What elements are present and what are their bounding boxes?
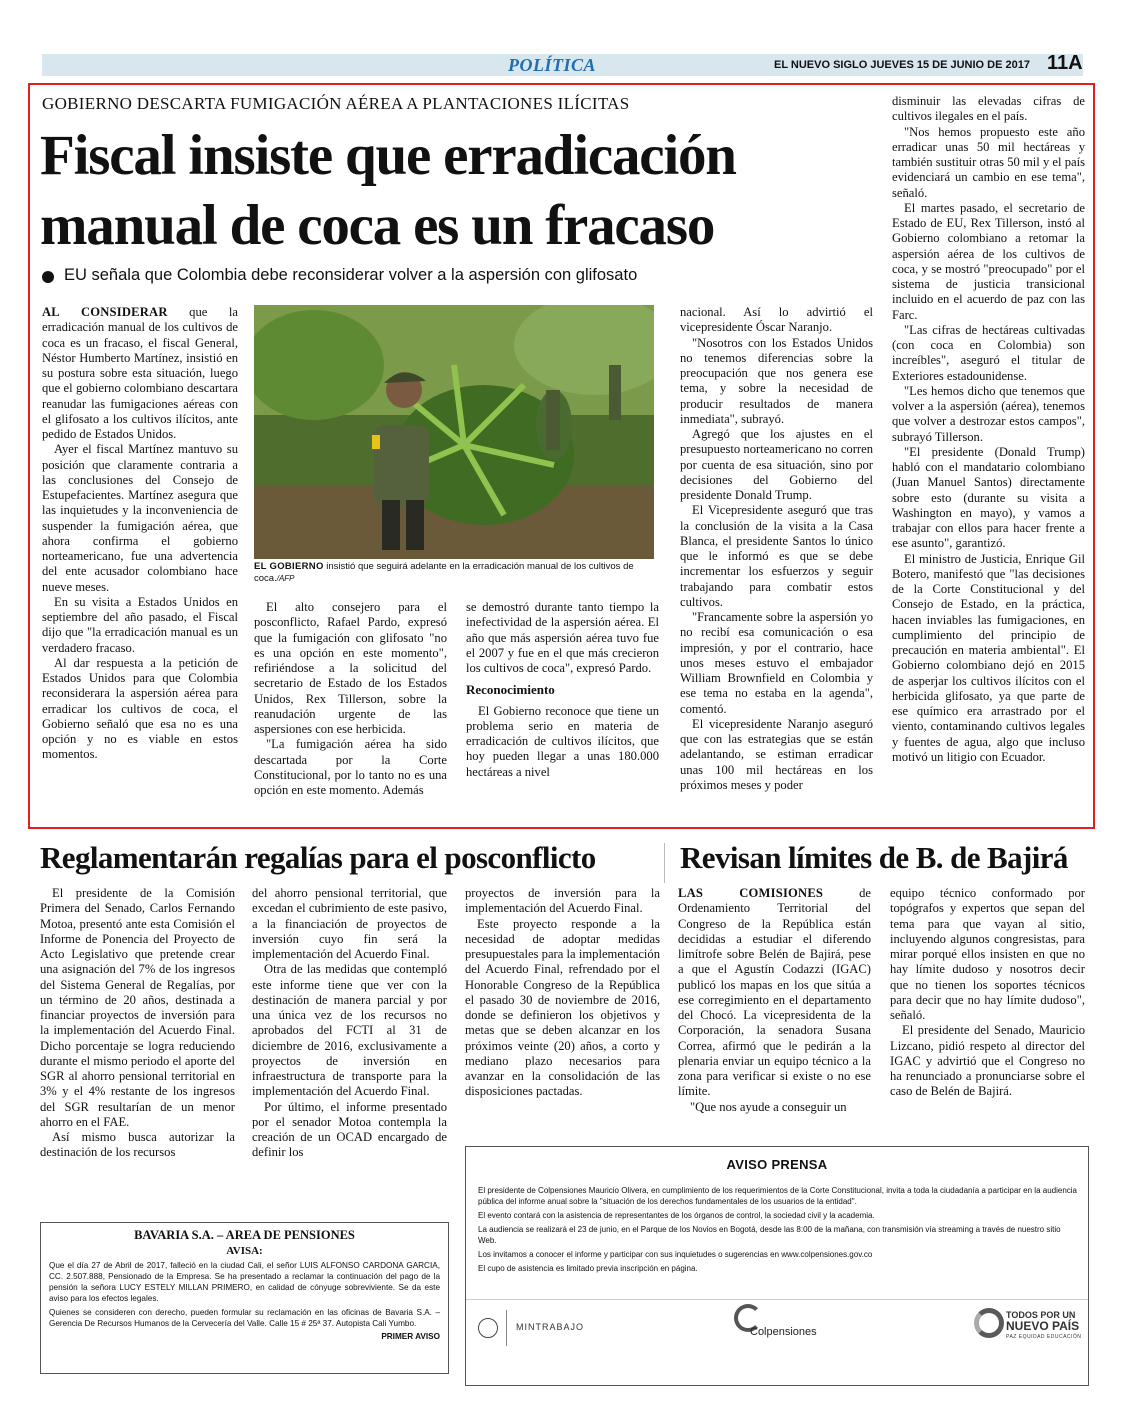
story3-headline: Revisan límites de B. de Bajirá	[680, 840, 1068, 875]
lead-kicker: GOBIERNO DESCARTA FUMIGACIÓN AÉREA A PLANTACIONES ILÍCITAS	[42, 94, 630, 113]
paragraph: El Vicepresidente aseguró que tras la conclusión de la visita a la Casa Blanca, el presidente Santos lo único que le informó es que se debe incrementar los esfuerzos y seguir trabajando para combatir estos cultivos.	[680, 503, 873, 609]
story3-column-1	[678, 886, 871, 1136]
logo-divider	[506, 1310, 507, 1346]
subhead: Reconocimiento	[466, 682, 555, 698]
photo-caption-label: EL GOBIERNO	[254, 561, 324, 572]
bavaria-title: BAVARIA S.A. – AREA DE PENSIONES	[134, 1228, 355, 1242]
bavaria-text: Que el día 27 de Abril de 2017, falleció en la ciudad Cali, el señor LUIS ALFONSO CARDONA GARCIA, CC. 2.507.888, Pensionado de la Empresa. Se ha presentado a reclamar la continuación del pago de la pensión la señora LUCY ESTELY MILLAN PRIMERO, en calidad de cónyuge sobreviviente. Se da este aviso para los efectos legales.	[49, 1261, 440, 1303]
paragraph: El presidente de la Comisión Primera del Senado, Carlos Fernando Motoa, presentó ante esta Comisión el Informe de Ponencia del Proyecto de Acto Legislativo que pretende crear una asignación del 7% de los ingresos del Sistema General de Regalías, por un término de 20 años, destinada a financiar proyectos de inversión para la implementación del Acuerdo Final. Dicho porcentaje se logra reduciendo durante el mismo periodo el aporte del SGR al ahorro pensional territorial en 3% y el 4% restante de los ingresos del SGR resultarían de un menor ahorro en el FAE.	[40, 886, 235, 1129]
bavaria-avisa: AVISA:	[226, 1245, 263, 1257]
paragraph: El ministro de Justicia, Enrique Gil Botero, manifestó que "las decisiones de la Corte Constitucional y del Consejo de Estado, en la práctica, hacen inviables las fumigaciones, en cumplimiento del principio de precaución en materia ambiental". El Gobierno colombiano dejó en 2015 de asperjar los cultivos ilícitos con el herbicida glifosato, ya que parte de ese químico era arrastrado por el viento, contaminando cultivos legales y fuentes de agua, algo que incluso motivó un litigio con Ecuador.	[892, 551, 1085, 764]
paragraph: "Las cifras de hectáreas cultivadas (con coca en Colombia) son increíbles", aseguró el titular de Exteriores estadounidense.	[892, 322, 1085, 383]
lead-column-2	[254, 600, 447, 810]
page-number: 11A	[1047, 52, 1083, 74]
paragraph: Agregó que los ajustes en el presupuesto norteamericano no corren por cuenta de esa situación, sino por decisiones del Gobierno del presidente Donald Trump.	[680, 427, 873, 502]
paragraph: que la erradicación manual de los cultivos de coca es un fracaso, el fiscal General, Néstor Humberto Martínez, insistió en su postura sobre esta situación, luego que el gobierno colombiano descartara reanudar las fumigaciones aéreas con el glifosato a los cultivos ilícitos, ante pedido de Estados Unidos.	[42, 305, 238, 441]
nuevo-pais-emblem-icon	[974, 1308, 1004, 1338]
bavaria-notice	[40, 1222, 449, 1374]
lead-dropcap-kick: AL CONSIDERAR	[42, 305, 168, 319]
story2-column-2	[252, 886, 447, 1204]
paragraph: Otra de las medidas que contempló este informe tiene que ver con la destinación de manera parcial y por una única vez de los recursos no aprobados del FCTI al 31 de diciembre de 2016, exclusivamente a proyectos de inversión en infraestructura de transporte para la implementación del Acuerdo Final.	[252, 962, 447, 1099]
lead-column-1	[42, 305, 238, 810]
aviso-prensa-ad	[465, 1146, 1089, 1386]
lead-column-5	[892, 94, 1085, 810]
nuevo-pais-line2: NUEVO PAÍS	[1006, 1319, 1080, 1333]
aviso-paragraph: El cupo de asistencia es limitado previa inscripción en página.	[478, 1264, 698, 1273]
lead-column-3	[466, 600, 659, 810]
paragraph: se demostró durante tanto tiempo la inefectividad de la aspersión aérea. El año que más aspersión aérea tuvo fue el 2007 y fue en el que más crecieron los cultivos de coca", expresó Pardo.	[466, 600, 659, 675]
paragraph: proyectos de inversión para la implementación del Acuerdo Final.	[465, 886, 660, 916]
lead-headline: Fiscal insiste que erradicación manual de coca es un fracaso	[40, 124, 736, 257]
paragraph: "Les hemos dicho que tenemos que volver a la aspersión (aérea), tenemos que volver a destrozar estos campos", subrayó Tillerson.	[892, 383, 1085, 444]
paragraph: nacional. Así lo advirtió el vicepresidente Óscar Naranjo.	[680, 305, 873, 335]
colpensiones-logo: Colpensiones	[750, 1326, 817, 1338]
paragraph: Así mismo busca autorizar la destinación de los recursos	[40, 1130, 235, 1160]
photo-caption	[254, 561, 654, 585]
story2-column-3	[465, 886, 660, 1136]
photo-caption-text: insistió que seguirá adelante en la erradicación manual de los cultivos de coca.	[254, 561, 634, 584]
story2-column-1	[40, 886, 235, 1204]
paragraph: "Francamente sobre la aspersión yo no recibí esa comunicación o esa impresión, y por el contrario, hace unos meses estuvo el embajador William Brownfield en Colombia y ese tema no estaba en la agenda", comentó.	[680, 610, 873, 716]
aviso-paragraph: El presidente de Colpensiones Mauricio Olivera, en cumplimiento de los requerimientos de la Corte Constitucional, invita a toda la ciudadanía a participar en la audiencia pública del informe anual sobre la "situación de los derechos fundamentales de los usuarios de la entidad".	[478, 1186, 1078, 1206]
lead-column-4	[680, 305, 873, 810]
paragraph: El alto consejero para el posconflicto, Rafael Pardo, expresó que la fumigación con glifosato "no es una opción en este momento", refiriéndose a la solicitud del secretario de Estado de los Estados Unidos, Rex Tillerson, sobre la reanudación urgente de las aspersiones con ese herbicida.	[254, 600, 447, 736]
column-divider	[664, 843, 665, 883]
paragraph: de Ordenamiento Territorial del Congreso de la República están decididas a estudiar el diferendo limítrofe sobre Belén de Bajirá, pese a que el Agustín Codazzi (IGAC) publicó los mapas en los que sitúa a ese corregimiento en el departamento del Chocó. La vicepresidenta de la Corporación, la senadora Susana Correa, afirmó que le pedirán a la plenaria enviar un equipo técnico a la zona para verificar si existe o no ese límite.	[678, 886, 871, 1099]
paragraph: "Nosotros con los Estados Unidos no tenemos diferencias sobre la preocupación que nos genera ese tema, y sobre la necesidad de producir resultados de manera inmediata", subrayó.	[680, 335, 873, 426]
paragraph: disminuir las elevadas cifras de cultivos ilegales en el país.	[892, 94, 1085, 124]
story2-headline: Reglamentarán regalías para el posconflicto	[40, 840, 596, 875]
paragraph: Por último, el informe presentado por el senador Motoa contempla la creación de un OCAD encargado de definir los	[252, 1099, 447, 1160]
nuevo-pais-line3: PAZ EQUIDAD EDUCACIÓN	[1006, 1334, 1082, 1340]
paragraph: El Gobierno reconoce que tiene un problema serio en materia de erradicación de cultivos ilícitos, que hoy pueden llegar a unas 180.000 hectáreas a nivel	[466, 703, 659, 779]
aviso-title: AVISO PRENSA	[726, 1157, 828, 1172]
paragraph: "Que nos ayude a conseguir un	[690, 1099, 847, 1114]
bullet-icon	[42, 271, 54, 283]
soldier-eradication-photo	[254, 305, 654, 559]
aviso-paragraph: Los invitamos a conocer el informe y participar con sus inquietudes o sugerencias en www.colpensiones.gov.co	[478, 1250, 873, 1259]
aviso-logos	[466, 1299, 1088, 1379]
nuevo-pais-line1: TODOS POR UN	[1006, 1310, 1076, 1320]
paragraph: Ayer el fiscal Martínez mantuvo su posición que claramente contraria a las conclusiones del Consejo de Estupefacientes. Martínez asegura que las inquietudes y la inconveniencia de suspender la fumigación aérea, que ahora confirma el gobierno norteamericano, fue una advertencia del ente acusador colombiano hace nueve meses.	[42, 442, 238, 594]
story3-kick: LAS COMISIONES	[678, 886, 824, 900]
paragraph: "La fumigación aérea ha sido descartada por la Corte Constitucional, por lo tanto no es una opción en este momento. Además	[254, 737, 447, 797]
paragraph: El vicepresidente Naranjo aseguró que con las estrategias que se están adelantando, se estiman erradicar unas 100 mil hectáreas en los próximos meses y poder	[680, 716, 873, 792]
paragraph: equipo técnico conformado por topógrafos y expertos que sepan del tema para que vayan al sitio, incluyendo algunos congresistas, para mirar porqué ellos insisten en que no hay límite dudoso y nosotros decir que no tienen los soportes técnicos para decir que no hay límite dudoso", señaló.	[890, 886, 1085, 1022]
paragraph: "Nos hemos propuesto este año erradicar unas 50 mil hectáreas y también sustituir otras 50 mil y el país evidenciará un cambio en ese tema", señaló.	[892, 124, 1085, 200]
nuevo-pais-logo	[1006, 1310, 1081, 1343]
paragraph: del ahorro pensional territorial, que excedan el cubrimiento de este pasivo, a la financiación de proyectos de inversión cuyo fin será la implementación del Acuerdo Final.	[252, 886, 447, 961]
paragraph: El martes pasado, el secretario de Estado de EU, Rex Tillerson, instó al Gobierno colombiano a retomar la aspersión aérea de los cultivos de coca, y se mostró "preocupado" por el sistema de justicia transicional incluido en el acuerdo de paz con las Farc.	[892, 200, 1085, 322]
bavaria-footer: PRIMER AVISO	[381, 1332, 440, 1341]
section-tag: POLÍTICA	[508, 55, 597, 75]
mintrabajo-logo: MINTRABAJO	[516, 1322, 585, 1332]
lead-photo	[254, 305, 654, 559]
story3-column-2	[890, 886, 1085, 1136]
aviso-paragraph: La audiencia se realizará el 23 de junio, en el Parque de los Novios en Bogotá, desde las 8:00 de la mañana, con transmisión vía streaming a través de nuestro sitio Web.	[478, 1225, 1061, 1245]
paragraph: "El presidente (Donald Trump) habló con el mandatario colombiano (Juan Manuel Santos) directamente sobre esto (durante su visita a Washington en mayo), y vamos a trabajar con ellos para hacer frente a ese asunto", garantizó.	[892, 444, 1085, 551]
paragraph: En su visita a Estados Unidos en septiembre del año pasado, el Fiscal dijo que "la erradicación manual es un verdadero fracaso.	[42, 594, 238, 655]
photo-credit: /AFP	[276, 574, 295, 583]
lead-subheadline: EU señala que Colombia debe reconsiderar volver a la aspersión con glifosato	[64, 266, 638, 284]
paragraph: Al dar respuesta a la petición de Estados Unidos para que Colombia reconsiderara la aspersión aérea para erradicar los cultivos de coca, el Gobierno señaló que esa no es una opción y no es viable en estos momentos.	[42, 655, 238, 762]
bavaria-text: Quienes se consideren con derecho, pueden formular su reclamación en las oficinas de Bavaria S.A. – Gerencia De Recursos Humanos de la Cervecería del Valle. Calle 15 # 25ª 37. Autopista Cali Yumbo.	[49, 1308, 440, 1328]
aviso-body	[478, 1185, 1078, 1277]
aviso-paragraph: El evento contará con la asistencia de representantes de los órganos de control, la sociedad civil y la academia.	[478, 1211, 875, 1220]
paragraph: El presidente del Senado, Mauricio Lizcano, pidió respeto al director del IGAC y advirtió que el Congreso no ha renunciado a pronunciarse sobre el caso de Belén de Bajirá.	[890, 1023, 1085, 1099]
colombia-seal-icon	[478, 1318, 498, 1338]
masthead-date: EL NUEVO SIGLO JUEVES 15 DE JUNIO DE 2017	[774, 59, 1030, 71]
paragraph: Este proyecto responde a la necesidad de adoptar medidas presupuestales para la implementación del Acuerdo Final, refrendado por el Honorable Congreso de la República el pasado 30 de noviembre de 2016, donde se definieron los objetivos y metas que se deben alcanzar en los próximos veinte (20) años, a corto y mediano plazo necesarios para avanzar en la consolidación de las disposiciones pactadas.	[465, 916, 660, 1099]
